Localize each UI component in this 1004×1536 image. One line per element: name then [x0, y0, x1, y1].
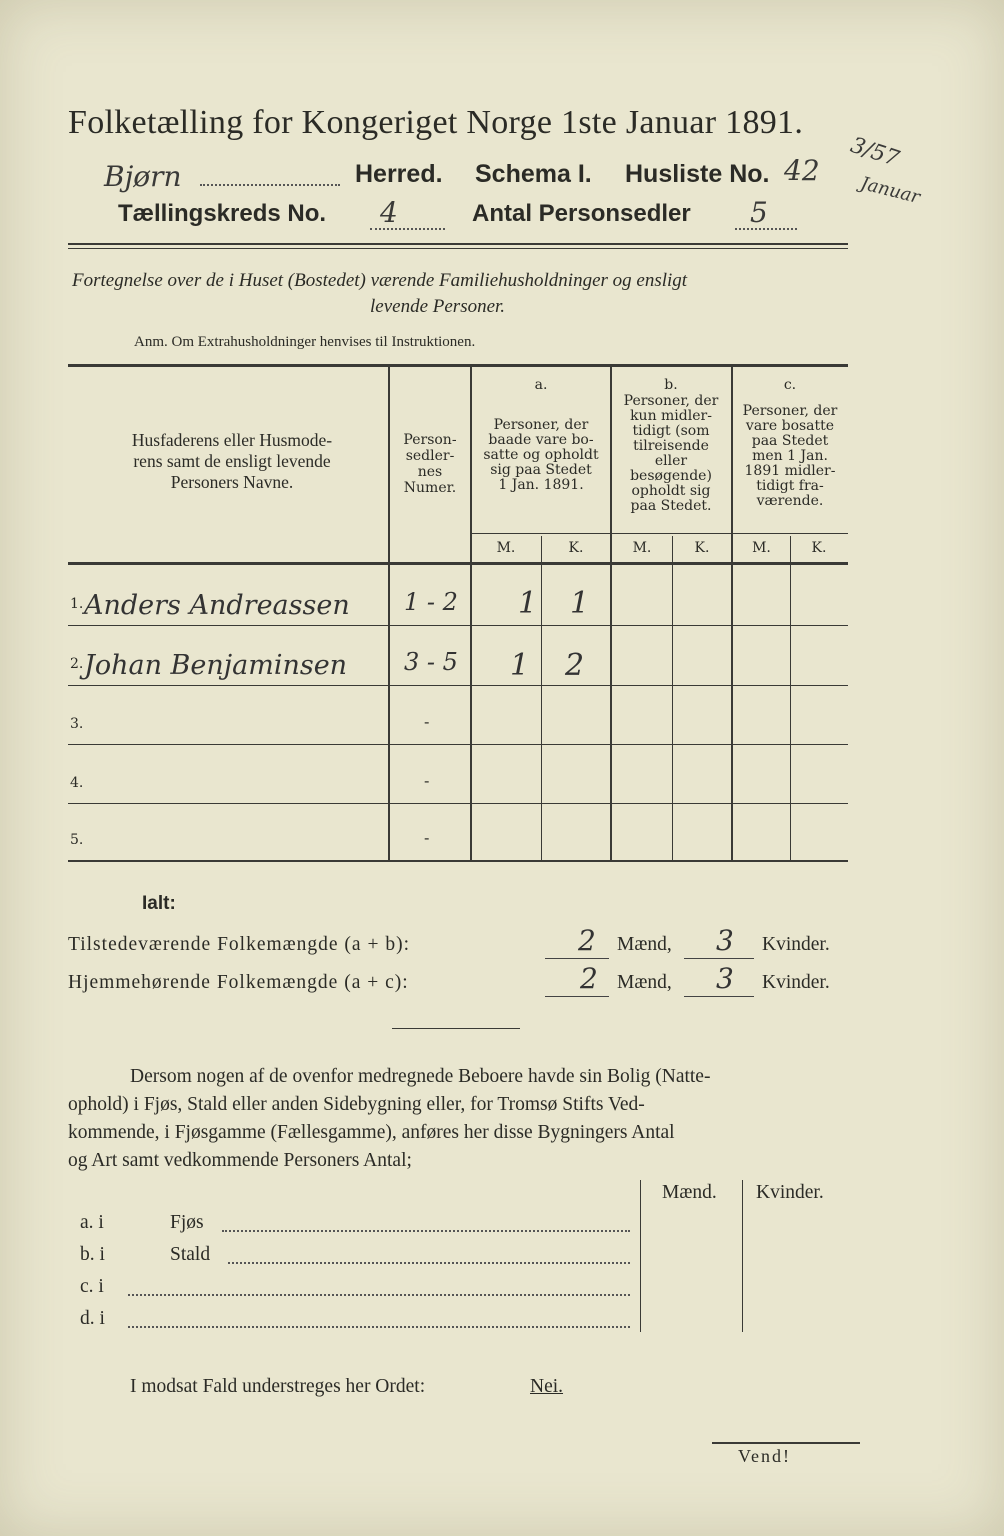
hjemme-kvinder-label: Kvinder.	[762, 972, 830, 993]
row-a-k: 2	[565, 648, 585, 683]
bygning-para-3: kommende, i Fjøsgamme (Fællesgamme), anføres her disse Bygningers Antal	[68, 1122, 675, 1143]
bygning-para-2: ophold) i Fjøs, Stald eller anden Sidebygning eller, for Tromsø Stifts Ved-	[68, 1094, 645, 1115]
row-number: 4.	[70, 775, 84, 791]
antal-value: 5	[750, 196, 768, 229]
herred-dots	[200, 184, 340, 186]
hjemme-kvinder-value: 3	[716, 962, 734, 995]
row-a-m: 1	[510, 648, 530, 683]
row-number: 2.	[70, 656, 84, 672]
col-b-m: M.	[632, 540, 652, 556]
hjemme-maend-line	[545, 996, 609, 997]
col-a-k: K.	[568, 540, 584, 556]
bygning-col-divider-1	[640, 1180, 641, 1332]
ialt-label: Ialt:	[142, 893, 176, 914]
bygning-col-kvinder: Kvinder.	[756, 1182, 824, 1203]
bygning-letter: d. i	[80, 1308, 105, 1329]
col-c-header: Personer, der vare bosatte paa Stedet men 1 Jan. 1891 midler- tidigt fra- værende.	[742, 403, 838, 509]
row-line-2	[68, 685, 848, 686]
row-sedler: 1 - 2	[404, 588, 458, 616]
modsat-text: I modsat Fald understreges her Ordet:	[130, 1376, 426, 1397]
kreds-dots	[370, 228, 445, 230]
col-divider-name	[388, 366, 390, 860]
tilstede-maend-value: 2	[578, 924, 596, 957]
col-divider-c-mk	[790, 536, 791, 860]
col-b-k: K.	[694, 540, 710, 556]
row-line-5	[68, 860, 848, 862]
husliste-label: Husliste No.	[625, 160, 770, 188]
margin-note-1: 3/57	[847, 132, 903, 173]
bygning-letter: a. i	[80, 1212, 104, 1233]
row-number: 3.	[70, 716, 84, 732]
husliste-value: 42	[784, 154, 820, 187]
row-line-3	[68, 744, 848, 745]
col-a-m: M.	[496, 540, 516, 556]
row-sedler: -	[424, 712, 430, 731]
row-sedler: 3 - 5	[404, 648, 458, 676]
row-line-4	[68, 803, 848, 804]
col-divider-num	[470, 366, 472, 860]
hjemme-maend-value: 2	[580, 962, 598, 995]
tilstede-kvinder-value: 3	[716, 924, 734, 957]
row-number: 5.	[70, 832, 84, 848]
tilstede-maend-line	[545, 958, 609, 959]
tilstede-kvinder-line	[684, 958, 754, 959]
row-name: Anders Andreassen	[84, 590, 350, 621]
form-title: Folketælling for Kongeriget Norge 1ste Januar 1891.	[68, 104, 804, 141]
hjemme-maend-label: Mænd,	[617, 972, 672, 993]
row-name: Johan Benjaminsen	[84, 650, 348, 681]
bygning-letter: b. i	[80, 1244, 105, 1265]
bygning-col-maend: Mænd.	[662, 1182, 717, 1203]
header-rule-bottom	[68, 248, 848, 249]
header-rule-top	[68, 243, 848, 245]
bygning-label: Fjøs	[170, 1212, 204, 1233]
row-sedler: -	[424, 828, 430, 847]
col-divider-b	[731, 366, 733, 860]
intro-line-2: levende Personer.	[370, 296, 506, 317]
modsat-word: Nei.	[530, 1376, 564, 1397]
section-divider	[392, 1028, 520, 1029]
bygning-col-divider-2	[742, 1180, 743, 1332]
schema-label: Schema I.	[475, 160, 592, 188]
bygning-para-4: og Art samt vedkommende Personers Antal;	[68, 1150, 412, 1171]
col-divider-a	[610, 366, 612, 860]
col-num-header: Person- sedler- nes Numer.	[403, 432, 457, 496]
tilstede-kvinder-label: Kvinder.	[762, 934, 830, 955]
herred-value: Bjørn	[104, 160, 182, 193]
row-a-m: 1	[518, 586, 538, 621]
herred-label: Herred.	[355, 160, 443, 188]
tilstede-maend-label: Mænd,	[617, 934, 672, 955]
hjemme-label: Hjemmehørende Folkemængde (a + c):	[68, 972, 409, 993]
anm-note: Anm. Om Extrahusholdninger henvises til Instruktionen.	[134, 334, 476, 350]
antal-label: Antal Personsedler	[472, 200, 691, 227]
bygning-label: Stald	[170, 1244, 211, 1265]
mk-header-rule	[470, 533, 848, 534]
col-a-header: Personer, der baade vare bo- satte og opholdt sig paa Stedet 1 Jan. 1891.	[483, 417, 599, 493]
bygning-dots	[128, 1294, 630, 1296]
col-c-k: K.	[811, 540, 827, 556]
bygning-dots	[228, 1262, 630, 1264]
bygning-dots	[222, 1230, 630, 1232]
row-a-k: 1	[570, 586, 590, 621]
col-b-letter: b.	[664, 377, 678, 393]
intro-line-1: Fortegnelse over de i Huset (Bostedet) værende Familiehusholdninger og ensligt	[72, 270, 688, 291]
bygning-para-1: Dersom nogen af de ovenfor medregnede Beboere havde sin Bolig (Natte-	[130, 1066, 711, 1087]
row-sedler: -	[424, 771, 430, 790]
footer-rule	[712, 1442, 860, 1444]
margin-note-2: Januar	[858, 172, 923, 209]
col-a-letter: a.	[534, 377, 548, 393]
col-c-letter: c.	[783, 377, 797, 393]
bygning-dots	[128, 1326, 630, 1328]
col-divider-b-mk	[672, 536, 673, 860]
hjemme-kvinder-line	[684, 996, 754, 997]
row-number: 1.	[70, 596, 84, 612]
antal-dots	[735, 228, 797, 230]
col-b-header: Personer, der kun midler- tidigt (som tilreisende eller besøgende) opholdt sig paa Stedet.	[623, 393, 719, 514]
col-c-m: M.	[752, 540, 771, 556]
bygning-letter: c. i	[80, 1276, 104, 1297]
row-line-1	[68, 625, 848, 626]
kreds-label: Tællingskreds No.	[118, 200, 327, 227]
col-divider-a-mk	[541, 536, 542, 860]
col-name-header: Husfaderens eller Husmode- rens samt de ensligt levende Personers Navne.	[131, 430, 333, 492]
vend-label: Vend!	[738, 1446, 791, 1466]
tilstede-label: Tilstedeværende Folkemængde (a + b):	[68, 934, 410, 955]
kreds-value: 4	[380, 196, 398, 229]
